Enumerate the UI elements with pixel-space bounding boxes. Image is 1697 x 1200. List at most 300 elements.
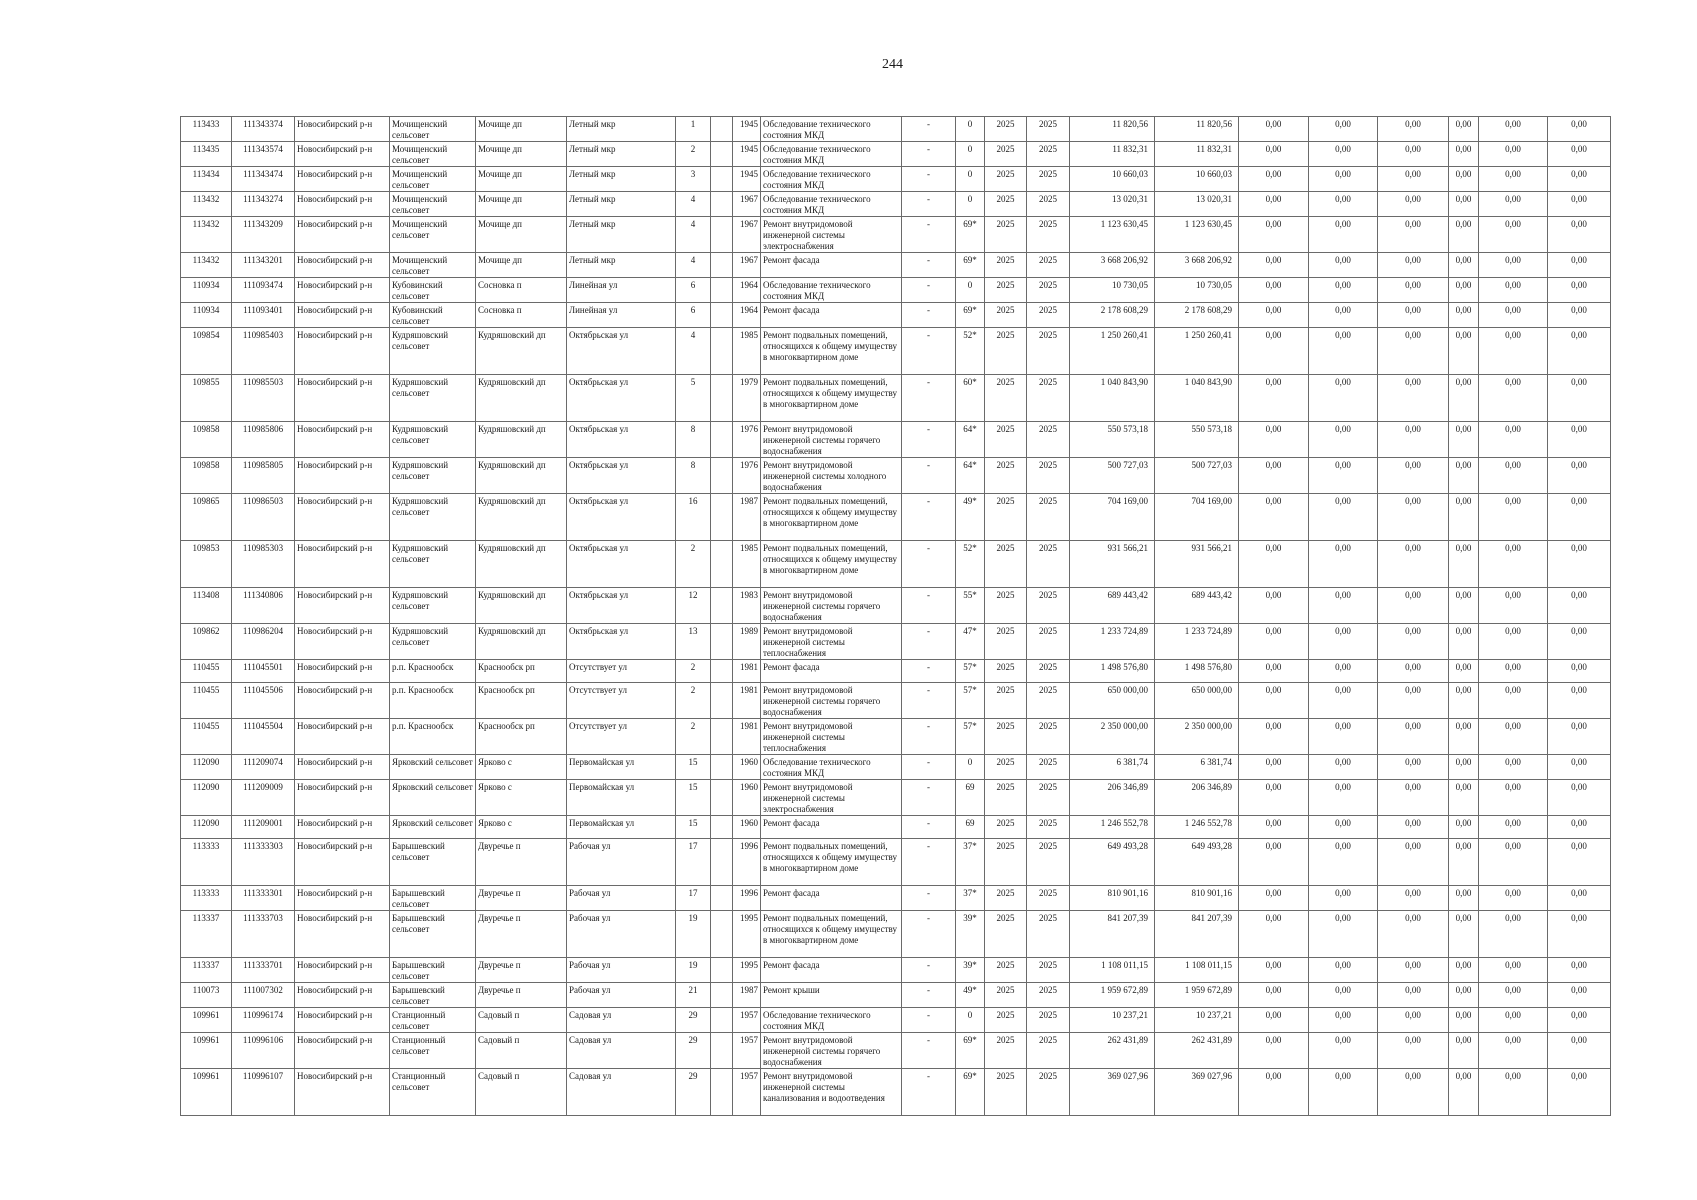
cell-year-built: 1981 [733, 660, 761, 683]
cell-other-funds: 0,00 [1479, 117, 1548, 142]
cell-unit: - [902, 983, 956, 1008]
cell-end-year: 2025 [1027, 422, 1070, 458]
cell-owners-funds: 0,00 [1449, 983, 1479, 1008]
cell-year-built: 1976 [733, 422, 761, 458]
cell-wear-percent: 60* [956, 375, 985, 422]
cell-street: Линейная ул [567, 278, 676, 303]
cell-unit: - [902, 839, 956, 886]
cell-wear-percent: 57* [956, 683, 985, 719]
cell-year-built: 1960 [733, 780, 761, 816]
cell-object-code: 111333701 [232, 958, 295, 983]
cell-end-year: 2025 [1027, 494, 1070, 541]
cell-start-year: 2025 [985, 494, 1027, 541]
cell-unit: - [902, 328, 956, 375]
cell-object-code: 111343474 [232, 167, 295, 192]
cell-other-funds: 0,00 [1479, 780, 1548, 816]
table-row [181, 624, 1611, 660]
cell-regional-budget: 0,00 [1309, 983, 1378, 1008]
cell-regional-fund-cost: 2 350 000,00 [1155, 719, 1239, 755]
cell-year-built: 1985 [733, 541, 761, 588]
cell-unit: - [902, 422, 956, 458]
cell-municipality: Кудряшовский сельсовет [390, 422, 476, 458]
cell-local-budget: 0,00 [1378, 683, 1449, 719]
cell-district: Новосибирский р-н [295, 541, 390, 588]
cell-building [711, 983, 733, 1008]
cell-owners-funds: 0,00 [1449, 588, 1479, 624]
cell-end-year: 2025 [1027, 375, 1070, 422]
cell-regional-fund-cost: 6 381,74 [1155, 755, 1239, 780]
cell-settlement: Двуречье п [476, 886, 567, 911]
cell-regional-fund-cost: 2 178 608,29 [1155, 303, 1239, 328]
cell-street: Летный мкр [567, 253, 676, 278]
cell-work-type: Ремонт внутридомовой инженерной системы горячего водоснабжения [761, 422, 902, 458]
cell-work-type: Ремонт внутридомовой инженерной системы электроснабжения [761, 780, 902, 816]
cell-federal-funds: 0,00 [1239, 660, 1309, 683]
table-row [181, 458, 1611, 494]
cell-other-funds: 0,00 [1479, 755, 1548, 780]
cell-wear-percent: 47* [956, 624, 985, 660]
cell-other-funds: 0,00 [1479, 683, 1548, 719]
table-row [181, 719, 1611, 755]
cell-regional-budget: 0,00 [1309, 303, 1378, 328]
cell-district: Новосибирский р-н [295, 719, 390, 755]
cell-object-code: 111045504 [232, 719, 295, 755]
cell-municipality: Мочищенский сельсовет [390, 167, 476, 192]
cell-settlement: Мочище дп [476, 253, 567, 278]
table-row [181, 911, 1611, 958]
cell-regional-fund-cost: 689 443,42 [1155, 588, 1239, 624]
cell-object-code: 110996174 [232, 1008, 295, 1033]
cell-street: Октябрьская ул [567, 624, 676, 660]
cell-municipality: Кудряшовский сельсовет [390, 375, 476, 422]
cell-building [711, 422, 733, 458]
cell-local-budget: 0,00 [1378, 217, 1449, 253]
cell-start-year: 2025 [985, 278, 1027, 303]
cell-house-number: 29 [676, 1069, 711, 1116]
cell-unit: - [902, 755, 956, 780]
cell-reserve-funds: 0,00 [1548, 1033, 1611, 1069]
cell-local-budget: 0,00 [1378, 253, 1449, 278]
cell-total-cost: 2 350 000,00 [1070, 719, 1155, 755]
cell-district: Новосибирский р-н [295, 167, 390, 192]
cell-unit: - [902, 683, 956, 719]
cell-object-code: 111343274 [232, 192, 295, 217]
cell-district: Новосибирский р-н [295, 458, 390, 494]
cell-municipality: Кудряшовский сельсовет [390, 541, 476, 588]
cell-regional-fund-cost: 11 832,31 [1155, 142, 1239, 167]
cell-house-number: 5 [676, 375, 711, 422]
cell-unit: - [902, 167, 956, 192]
cell-settlement: Ярково с [476, 780, 567, 816]
cell-other-funds: 0,00 [1479, 278, 1548, 303]
cell-end-year: 2025 [1027, 780, 1070, 816]
cell-regional-fund-cost: 550 573,18 [1155, 422, 1239, 458]
cell-local-budget: 0,00 [1378, 816, 1449, 839]
cell-total-cost: 649 493,28 [1070, 839, 1155, 886]
cell-house-number: 15 [676, 780, 711, 816]
cell-unit: - [902, 624, 956, 660]
cell-local-budget: 0,00 [1378, 624, 1449, 660]
table-row [181, 278, 1611, 303]
cell-regional-budget: 0,00 [1309, 458, 1378, 494]
cell-regional-budget: 0,00 [1309, 958, 1378, 983]
cell-record-id: 109865 [181, 494, 232, 541]
cell-record-id: 109858 [181, 422, 232, 458]
cell-owners-funds: 0,00 [1449, 1033, 1479, 1069]
cell-local-budget: 0,00 [1378, 911, 1449, 958]
cell-district: Новосибирский р-н [295, 217, 390, 253]
cell-year-built: 1945 [733, 167, 761, 192]
cell-house-number: 15 [676, 755, 711, 780]
cell-regional-budget: 0,00 [1309, 683, 1378, 719]
cell-object-code: 111209001 [232, 816, 295, 839]
cell-settlement: Мочище дп [476, 192, 567, 217]
cell-other-funds: 0,00 [1479, 217, 1548, 253]
table-row [181, 541, 1611, 588]
cell-building [711, 303, 733, 328]
cell-regional-fund-cost: 10 237,21 [1155, 1008, 1239, 1033]
cell-street: Октябрьская ул [567, 328, 676, 375]
cell-district: Новосибирский р-н [295, 303, 390, 328]
cell-regional-fund-cost: 650 000,00 [1155, 683, 1239, 719]
cell-reserve-funds: 0,00 [1548, 911, 1611, 958]
cell-owners-funds: 0,00 [1449, 278, 1479, 303]
cell-record-id: 110455 [181, 683, 232, 719]
cell-local-budget: 0,00 [1378, 375, 1449, 422]
cell-other-funds: 0,00 [1479, 958, 1548, 983]
cell-unit: - [902, 541, 956, 588]
cell-start-year: 2025 [985, 683, 1027, 719]
cell-wear-percent: 69* [956, 303, 985, 328]
cell-total-cost: 262 431,89 [1070, 1033, 1155, 1069]
cell-regional-budget: 0,00 [1309, 278, 1378, 303]
cell-start-year: 2025 [985, 588, 1027, 624]
cell-total-cost: 1 250 260,41 [1070, 328, 1155, 375]
cell-federal-funds: 0,00 [1239, 1069, 1309, 1116]
cell-total-cost: 931 566,21 [1070, 541, 1155, 588]
cell-unit: - [902, 588, 956, 624]
cell-local-budget: 0,00 [1378, 1069, 1449, 1116]
cell-owners-funds: 0,00 [1449, 422, 1479, 458]
cell-federal-funds: 0,00 [1239, 780, 1309, 816]
cell-local-budget: 0,00 [1378, 541, 1449, 588]
cell-start-year: 2025 [985, 911, 1027, 958]
table-body [181, 117, 1611, 1116]
cell-local-budget: 0,00 [1378, 839, 1449, 886]
cell-settlement: Двуречье п [476, 983, 567, 1008]
cell-regional-fund-cost: 13 020,31 [1155, 192, 1239, 217]
cell-local-budget: 0,00 [1378, 192, 1449, 217]
cell-street: Октябрьская ул [567, 494, 676, 541]
cell-record-id: 109854 [181, 328, 232, 375]
cell-start-year: 2025 [985, 983, 1027, 1008]
cell-local-budget: 0,00 [1378, 328, 1449, 375]
cell-year-built: 1996 [733, 839, 761, 886]
cell-end-year: 2025 [1027, 816, 1070, 839]
cell-other-funds: 0,00 [1479, 886, 1548, 911]
cell-house-number: 2 [676, 541, 711, 588]
cell-building [711, 1008, 733, 1033]
cell-house-number: 2 [676, 719, 711, 755]
cell-other-funds: 0,00 [1479, 1069, 1548, 1116]
cell-building [711, 755, 733, 780]
cell-local-budget: 0,00 [1378, 719, 1449, 755]
cell-building [711, 719, 733, 755]
cell-object-code: 111209009 [232, 780, 295, 816]
cell-owners-funds: 0,00 [1449, 458, 1479, 494]
cell-local-budget: 0,00 [1378, 278, 1449, 303]
cell-reserve-funds: 0,00 [1548, 494, 1611, 541]
cell-unit: - [902, 217, 956, 253]
cell-other-funds: 0,00 [1479, 1033, 1548, 1069]
cell-record-id: 113337 [181, 911, 232, 958]
cell-district: Новосибирский р-н [295, 192, 390, 217]
cell-end-year: 2025 [1027, 217, 1070, 253]
cell-year-built: 1995 [733, 911, 761, 958]
cell-district: Новосибирский р-н [295, 1033, 390, 1069]
cell-unit: - [902, 494, 956, 541]
cell-unit: - [902, 142, 956, 167]
cell-street: Линейная ул [567, 303, 676, 328]
cell-end-year: 2025 [1027, 983, 1070, 1008]
cell-total-cost: 10 660,03 [1070, 167, 1155, 192]
cell-object-code: 110985403 [232, 328, 295, 375]
cell-municipality: Ярковский сельсовет [390, 816, 476, 839]
cell-total-cost: 1 123 630,45 [1070, 217, 1155, 253]
cell-building [711, 624, 733, 660]
cell-record-id: 110455 [181, 660, 232, 683]
cell-object-code: 110985805 [232, 458, 295, 494]
cell-district: Новосибирский р-н [295, 660, 390, 683]
cell-other-funds: 0,00 [1479, 541, 1548, 588]
cell-building [711, 328, 733, 375]
cell-year-built: 1987 [733, 983, 761, 1008]
cell-regional-fund-cost: 10 730,05 [1155, 278, 1239, 303]
cell-year-built: 1960 [733, 816, 761, 839]
cell-other-funds: 0,00 [1479, 458, 1548, 494]
cell-other-funds: 0,00 [1479, 839, 1548, 886]
cell-work-type: Ремонт подвальных помещений, относящихся к общему имуществу в многоквартирном доме [761, 328, 902, 375]
cell-other-funds: 0,00 [1479, 588, 1548, 624]
cell-start-year: 2025 [985, 253, 1027, 278]
cell-total-cost: 500 727,03 [1070, 458, 1155, 494]
cell-house-number: 12 [676, 588, 711, 624]
cell-work-type: Обследование технического состояния МКД [761, 192, 902, 217]
cell-year-built: 1981 [733, 719, 761, 755]
cell-unit: - [902, 458, 956, 494]
cell-district: Новосибирский р-н [295, 375, 390, 422]
cell-regional-fund-cost: 206 346,89 [1155, 780, 1239, 816]
cell-end-year: 2025 [1027, 1008, 1070, 1033]
cell-reserve-funds: 0,00 [1548, 278, 1611, 303]
cell-wear-percent: 52* [956, 541, 985, 588]
cell-local-budget: 0,00 [1378, 588, 1449, 624]
cell-building [711, 1069, 733, 1116]
cell-local-budget: 0,00 [1378, 1033, 1449, 1069]
cell-reserve-funds: 0,00 [1548, 588, 1611, 624]
cell-reserve-funds: 0,00 [1548, 1008, 1611, 1033]
cell-municipality: р.п. Краснообск [390, 660, 476, 683]
cell-federal-funds: 0,00 [1239, 886, 1309, 911]
cell-object-code: 111343374 [232, 117, 295, 142]
cell-wear-percent: 69 [956, 780, 985, 816]
cell-street: Первомайская ул [567, 780, 676, 816]
cell-regional-fund-cost: 931 566,21 [1155, 541, 1239, 588]
cell-work-type: Ремонт внутридомовой инженерной системы канализования и водоотведения [761, 1069, 902, 1116]
cell-regional-fund-cost: 1 498 576,80 [1155, 660, 1239, 683]
cell-federal-funds: 0,00 [1239, 167, 1309, 192]
cell-owners-funds: 0,00 [1449, 683, 1479, 719]
cell-house-number: 29 [676, 1008, 711, 1033]
cell-end-year: 2025 [1027, 1033, 1070, 1069]
cell-regional-budget: 0,00 [1309, 755, 1378, 780]
cell-local-budget: 0,00 [1378, 886, 1449, 911]
cell-regional-budget: 0,00 [1309, 541, 1378, 588]
cell-work-type: Ремонт внутридомовой инженерной системы теплоснабжения [761, 624, 902, 660]
cell-house-number: 4 [676, 328, 711, 375]
cell-work-type: Ремонт подвальных помещений, относящихся к общему имуществу в многоквартирном доме [761, 911, 902, 958]
cell-house-number: 2 [676, 660, 711, 683]
cell-record-id: 109853 [181, 541, 232, 588]
cell-unit: - [902, 780, 956, 816]
cell-other-funds: 0,00 [1479, 660, 1548, 683]
cell-street: Рабочая ул [567, 911, 676, 958]
cell-record-id: 112090 [181, 780, 232, 816]
cell-work-type: Обследование технического состояния МКД [761, 142, 902, 167]
cell-district: Новосибирский р-н [295, 117, 390, 142]
cell-settlement: Кудряшовский дп [476, 422, 567, 458]
cell-work-type: Ремонт фасада [761, 958, 902, 983]
cell-end-year: 2025 [1027, 278, 1070, 303]
cell-settlement: Садовый п [476, 1033, 567, 1069]
cell-reserve-funds: 0,00 [1548, 755, 1611, 780]
cell-municipality: Ярковский сельсовет [390, 755, 476, 780]
cell-local-budget: 0,00 [1378, 494, 1449, 541]
cell-building [711, 142, 733, 167]
cell-regional-fund-cost: 1 233 724,89 [1155, 624, 1239, 660]
cell-object-code: 111093401 [232, 303, 295, 328]
cell-end-year: 2025 [1027, 253, 1070, 278]
table-row [181, 1069, 1611, 1116]
cell-building [711, 588, 733, 624]
cell-local-budget: 0,00 [1378, 755, 1449, 780]
cell-total-cost: 13 020,31 [1070, 192, 1155, 217]
cell-regional-budget: 0,00 [1309, 886, 1378, 911]
cell-house-number: 17 [676, 886, 711, 911]
cell-total-cost: 650 000,00 [1070, 683, 1155, 719]
cell-municipality: Кудряшовский сельсовет [390, 588, 476, 624]
cell-regional-fund-cost: 11 820,56 [1155, 117, 1239, 142]
cell-wear-percent: 37* [956, 886, 985, 911]
cell-regional-budget: 0,00 [1309, 253, 1378, 278]
cell-street: Летный мкр [567, 117, 676, 142]
cell-house-number: 6 [676, 278, 711, 303]
cell-owners-funds: 0,00 [1449, 494, 1479, 541]
cell-owners-funds: 0,00 [1449, 253, 1479, 278]
cell-building [711, 1033, 733, 1069]
cell-settlement: Сосновка п [476, 303, 567, 328]
cell-total-cost: 369 027,96 [1070, 1069, 1155, 1116]
cell-end-year: 2025 [1027, 142, 1070, 167]
cell-house-number: 17 [676, 839, 711, 886]
cell-start-year: 2025 [985, 719, 1027, 755]
cell-federal-funds: 0,00 [1239, 958, 1309, 983]
cell-regional-fund-cost: 704 169,00 [1155, 494, 1239, 541]
cell-wear-percent: 37* [956, 839, 985, 886]
cell-total-cost: 2 178 608,29 [1070, 303, 1155, 328]
cell-total-cost: 11 832,31 [1070, 142, 1155, 167]
cell-total-cost: 10 237,21 [1070, 1008, 1155, 1033]
cell-settlement: Кудряшовский дп [476, 375, 567, 422]
cell-total-cost: 6 381,74 [1070, 755, 1155, 780]
cell-end-year: 2025 [1027, 328, 1070, 375]
cell-record-id: 113434 [181, 167, 232, 192]
cell-regional-budget: 0,00 [1309, 588, 1378, 624]
cell-regional-fund-cost: 10 660,03 [1155, 167, 1239, 192]
table-row [181, 1008, 1611, 1033]
cell-settlement: Садовый п [476, 1069, 567, 1116]
cell-end-year: 2025 [1027, 541, 1070, 588]
cell-start-year: 2025 [985, 1069, 1027, 1116]
cell-year-built: 1960 [733, 755, 761, 780]
cell-start-year: 2025 [985, 624, 1027, 660]
cell-wear-percent: 0 [956, 278, 985, 303]
cell-federal-funds: 0,00 [1239, 541, 1309, 588]
cell-regional-budget: 0,00 [1309, 192, 1378, 217]
cell-building [711, 167, 733, 192]
table-row [181, 1033, 1611, 1069]
capital-repair-table [180, 116, 1611, 1116]
cell-street: Октябрьская ул [567, 375, 676, 422]
cell-district: Новосибирский р-н [295, 422, 390, 458]
cell-street: Октябрьская ул [567, 541, 676, 588]
cell-reserve-funds: 0,00 [1548, 458, 1611, 494]
cell-district: Новосибирский р-н [295, 142, 390, 167]
cell-federal-funds: 0,00 [1239, 816, 1309, 839]
cell-record-id: 109961 [181, 1008, 232, 1033]
cell-record-id: 113408 [181, 588, 232, 624]
cell-settlement: Кудряшовский дп [476, 624, 567, 660]
cell-start-year: 2025 [985, 1033, 1027, 1069]
cell-street: Первомайская ул [567, 816, 676, 839]
cell-start-year: 2025 [985, 217, 1027, 253]
cell-street: Отсутствует ул [567, 683, 676, 719]
cell-year-built: 1967 [733, 217, 761, 253]
cell-settlement: Кудряшовский дп [476, 328, 567, 375]
cell-end-year: 2025 [1027, 167, 1070, 192]
cell-unit: - [902, 958, 956, 983]
cell-owners-funds: 0,00 [1449, 375, 1479, 422]
cell-house-number: 19 [676, 911, 711, 958]
cell-settlement: Садовый п [476, 1008, 567, 1033]
cell-object-code: 111343209 [232, 217, 295, 253]
cell-district: Новосибирский р-н [295, 886, 390, 911]
table-row [181, 422, 1611, 458]
cell-owners-funds: 0,00 [1449, 816, 1479, 839]
cell-settlement: Кудряшовский дп [476, 588, 567, 624]
cell-wear-percent: 57* [956, 719, 985, 755]
cell-work-type: Ремонт внутридомовой инженерной системы горячего водоснабжения [761, 1033, 902, 1069]
cell-total-cost: 704 169,00 [1070, 494, 1155, 541]
cell-municipality: Барышевский сельсовет [390, 839, 476, 886]
table-row [181, 494, 1611, 541]
cell-regional-fund-cost: 810 901,16 [1155, 886, 1239, 911]
cell-start-year: 2025 [985, 458, 1027, 494]
cell-local-budget: 0,00 [1378, 117, 1449, 142]
cell-district: Новосибирский р-н [295, 328, 390, 375]
cell-unit: - [902, 192, 956, 217]
cell-end-year: 2025 [1027, 886, 1070, 911]
